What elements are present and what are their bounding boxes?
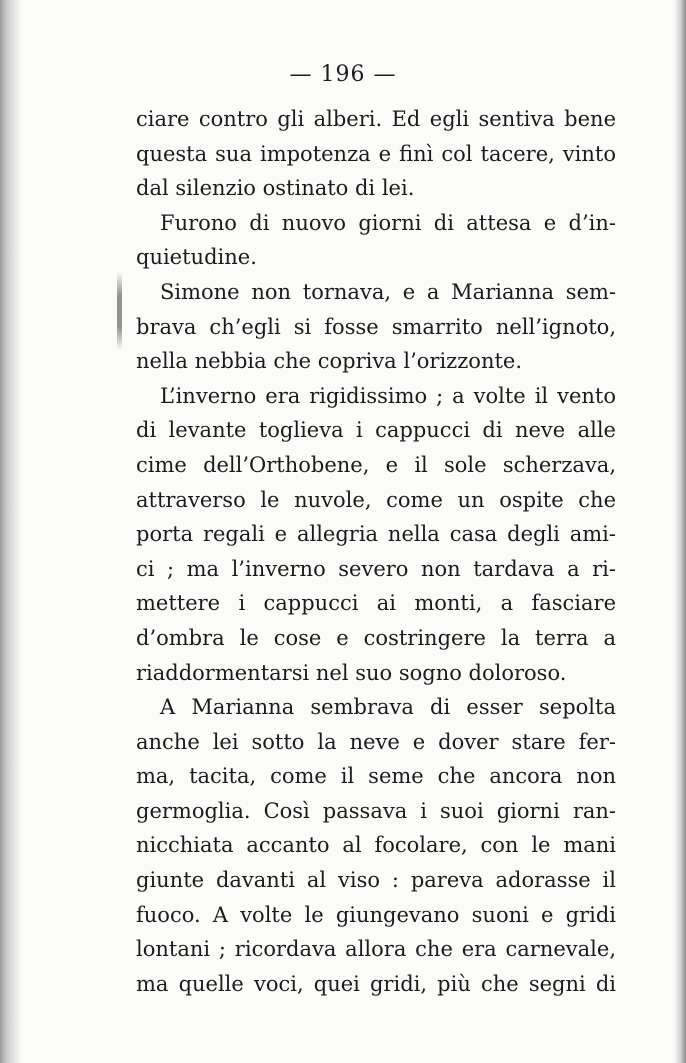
text-line: germoglia. Così passava i suoi giorni ran- xyxy=(136,798,616,823)
text-line: giunte davanti al viso : pareva adorasse il xyxy=(136,868,616,893)
margin-pencil-mark xyxy=(117,272,122,350)
text-line: quietudine. xyxy=(136,245,257,270)
text-line: riaddormentarsi nel suo sogno doloroso. xyxy=(136,660,567,685)
body-text xyxy=(136,102,616,1001)
text-line: ma, tacita, come il seme che ancora non xyxy=(136,764,616,789)
text-line: ciare contro gli alberi. Ed egli sentiva bene xyxy=(136,107,616,131)
text-line: porta regali e allegria nella casa degli ami- xyxy=(136,522,616,547)
text-line: L’inverno era rigidissimo ; a volte il vento xyxy=(160,383,616,408)
text-line: anche lei sotto la neve e dover stare fer- xyxy=(136,729,616,754)
text-line: Furono di nuovo giorni di attesa e d’in- xyxy=(160,210,616,235)
text-line: nicchiata accanto al focolare, con le mani xyxy=(136,833,616,858)
text-line: lontani ; ricordava allora che era carnevale, xyxy=(136,937,616,962)
text-line: nella nebbia che copriva l’orizzonte. xyxy=(136,349,523,374)
text-line: A Marianna sembrava di esser sepolta xyxy=(160,695,616,720)
text-line: Simone non tornava, e a Marianna sem- xyxy=(160,279,616,304)
text-line: fuoco. A volte le giungevano suoni e gridi xyxy=(136,902,616,927)
page-right-edge xyxy=(674,0,686,1063)
text-line: attraverso le nuvole, come un ospite che xyxy=(136,487,616,512)
text-line: d’ombra le cose e costringere la terra a xyxy=(136,625,616,650)
text-line: cime dell’Orthobene, e il sole scherzava, xyxy=(136,452,616,477)
text-line: mettere i cappucci ai monti, a fasciare xyxy=(136,591,616,616)
page-number: — 196 — xyxy=(289,62,397,87)
text-line: ci ; ma l’inverno severo non tardava a ri- xyxy=(136,556,616,581)
page-gutter-shadow xyxy=(0,0,22,1063)
text-line: di levante toglieva i cappucci di neve alle xyxy=(136,418,616,443)
text-line: dal silenzio ostinato di lei. xyxy=(136,176,415,201)
text-line: brava ch’egli si fosse smarrito nell’ignoto, xyxy=(136,314,616,339)
text-line: ma quelle voci, quei gridi, più che segni di xyxy=(136,971,616,996)
text-line: questa sua impotenza e finì col tacere, vinto xyxy=(136,141,616,166)
